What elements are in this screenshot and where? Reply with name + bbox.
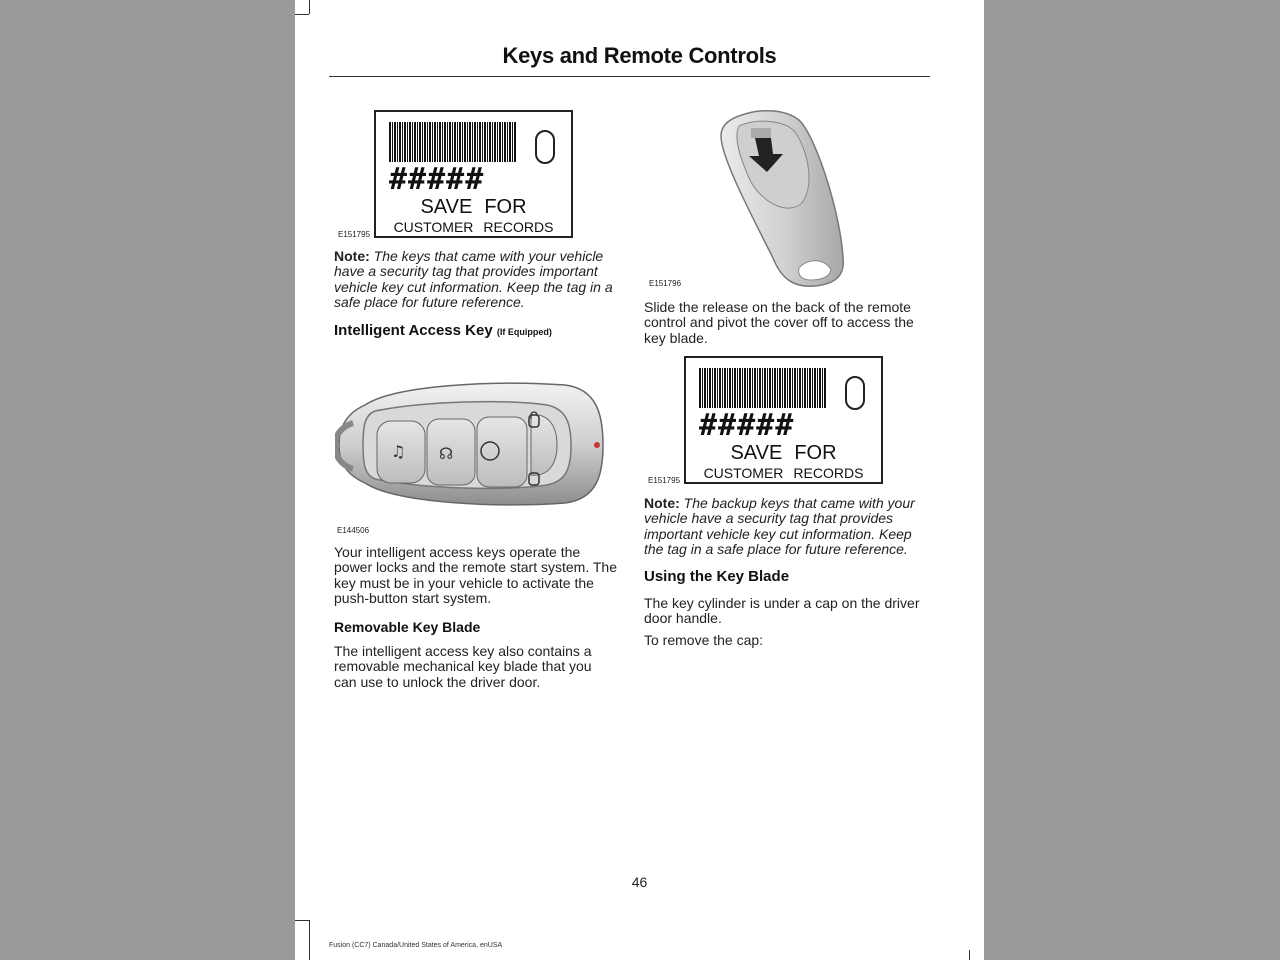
page-number: 46	[631, 874, 648, 890]
tag-for-word: FOR	[794, 442, 837, 464]
tag-records-word: RECORDS	[793, 465, 864, 481]
paragraph-key-cylinder: The key cylinder is under a cap on the driver door handle.	[644, 595, 920, 627]
paragraph-remove-cap: To remove the cap:	[644, 632, 764, 648]
fob-back-figure	[715, 108, 855, 290]
note-label: Note:	[334, 248, 370, 264]
note-text: The backup keys that came with your vehicle have a security tag that provides important vehicle key cut information. Keep the tag in a safe place for future reference.	[644, 495, 915, 558]
note-label: Note:	[644, 495, 680, 511]
crop-mark	[309, 0, 310, 14]
page-footer: Fusion (CC7) Canada/United States of America, enUSA	[329, 942, 503, 949]
tag-customer-records	[686, 465, 881, 481]
tag-records-word: RECORDS	[483, 219, 554, 235]
manual-page	[295, 0, 984, 960]
tag-customer-word: CUSTOMER	[703, 465, 784, 481]
crop-mark	[295, 14, 309, 15]
tag-for-word: FOR	[484, 196, 527, 218]
note-security-tag	[334, 249, 620, 311]
tag-save-word: SAVE	[420, 196, 473, 218]
heading-if-equipped: (If Equipped)	[496, 327, 552, 337]
crop-mark	[295, 920, 309, 921]
security-tag-figure	[684, 356, 883, 484]
key-ring-hole	[845, 376, 865, 410]
crop-mark	[969, 950, 970, 960]
tag-save-for	[376, 196, 571, 219]
barcode-graphic	[389, 122, 516, 162]
title-divider	[329, 76, 930, 77]
tag-customer-records	[376, 219, 571, 235]
svg-text:♫: ♫	[391, 442, 406, 461]
paragraph-key-blade: The intelligent access key also contains a removable mechanical key blade that you can use to unlock the driver door.	[334, 643, 592, 690]
heading-removable-key-blade: Removable Key Blade	[334, 619, 481, 635]
page-title: Keys and Remote Controls	[502, 43, 777, 68]
paragraph-slide-release: Slide the release on the back of the remote control and pivot the cover off to access the key blade.	[644, 299, 914, 346]
note-backup-keys	[644, 496, 930, 558]
figure-code: E144506	[337, 526, 370, 535]
tag-save-word: SAVE	[730, 442, 783, 464]
tag-save-for	[686, 442, 881, 465]
heading-text: Intelligent Access Key	[334, 322, 493, 339]
barcode-graphic	[699, 368, 826, 408]
paragraph-iak: Your intelligent access keys operate the power locks and the remote start system. The key must be in your vehicle to activate the push-button start system.	[334, 544, 617, 607]
key-ring-hole	[535, 130, 555, 164]
note-text: The keys that came with your vehicle have a security tag that provides important vehicle key cut information. Keep the tag in a safe place for future reference.	[334, 248, 613, 311]
tag-hash-marks: #####	[699, 408, 795, 443]
tag-customer-word: CUSTOMER	[393, 219, 474, 235]
figure-code: E151795	[648, 476, 681, 485]
security-tag-figure	[374, 110, 573, 238]
tag-hash-marks: #####	[389, 162, 485, 197]
figure-code: E151795	[338, 230, 371, 239]
intelligent-key-figure	[335, 375, 607, 515]
heading-using-key-blade: Using the Key Blade	[644, 568, 790, 585]
svg-text:☊: ☊	[439, 444, 454, 463]
figure-code: E151796	[649, 279, 682, 288]
crop-mark	[309, 920, 310, 960]
heading-intelligent-access-key	[334, 322, 552, 339]
